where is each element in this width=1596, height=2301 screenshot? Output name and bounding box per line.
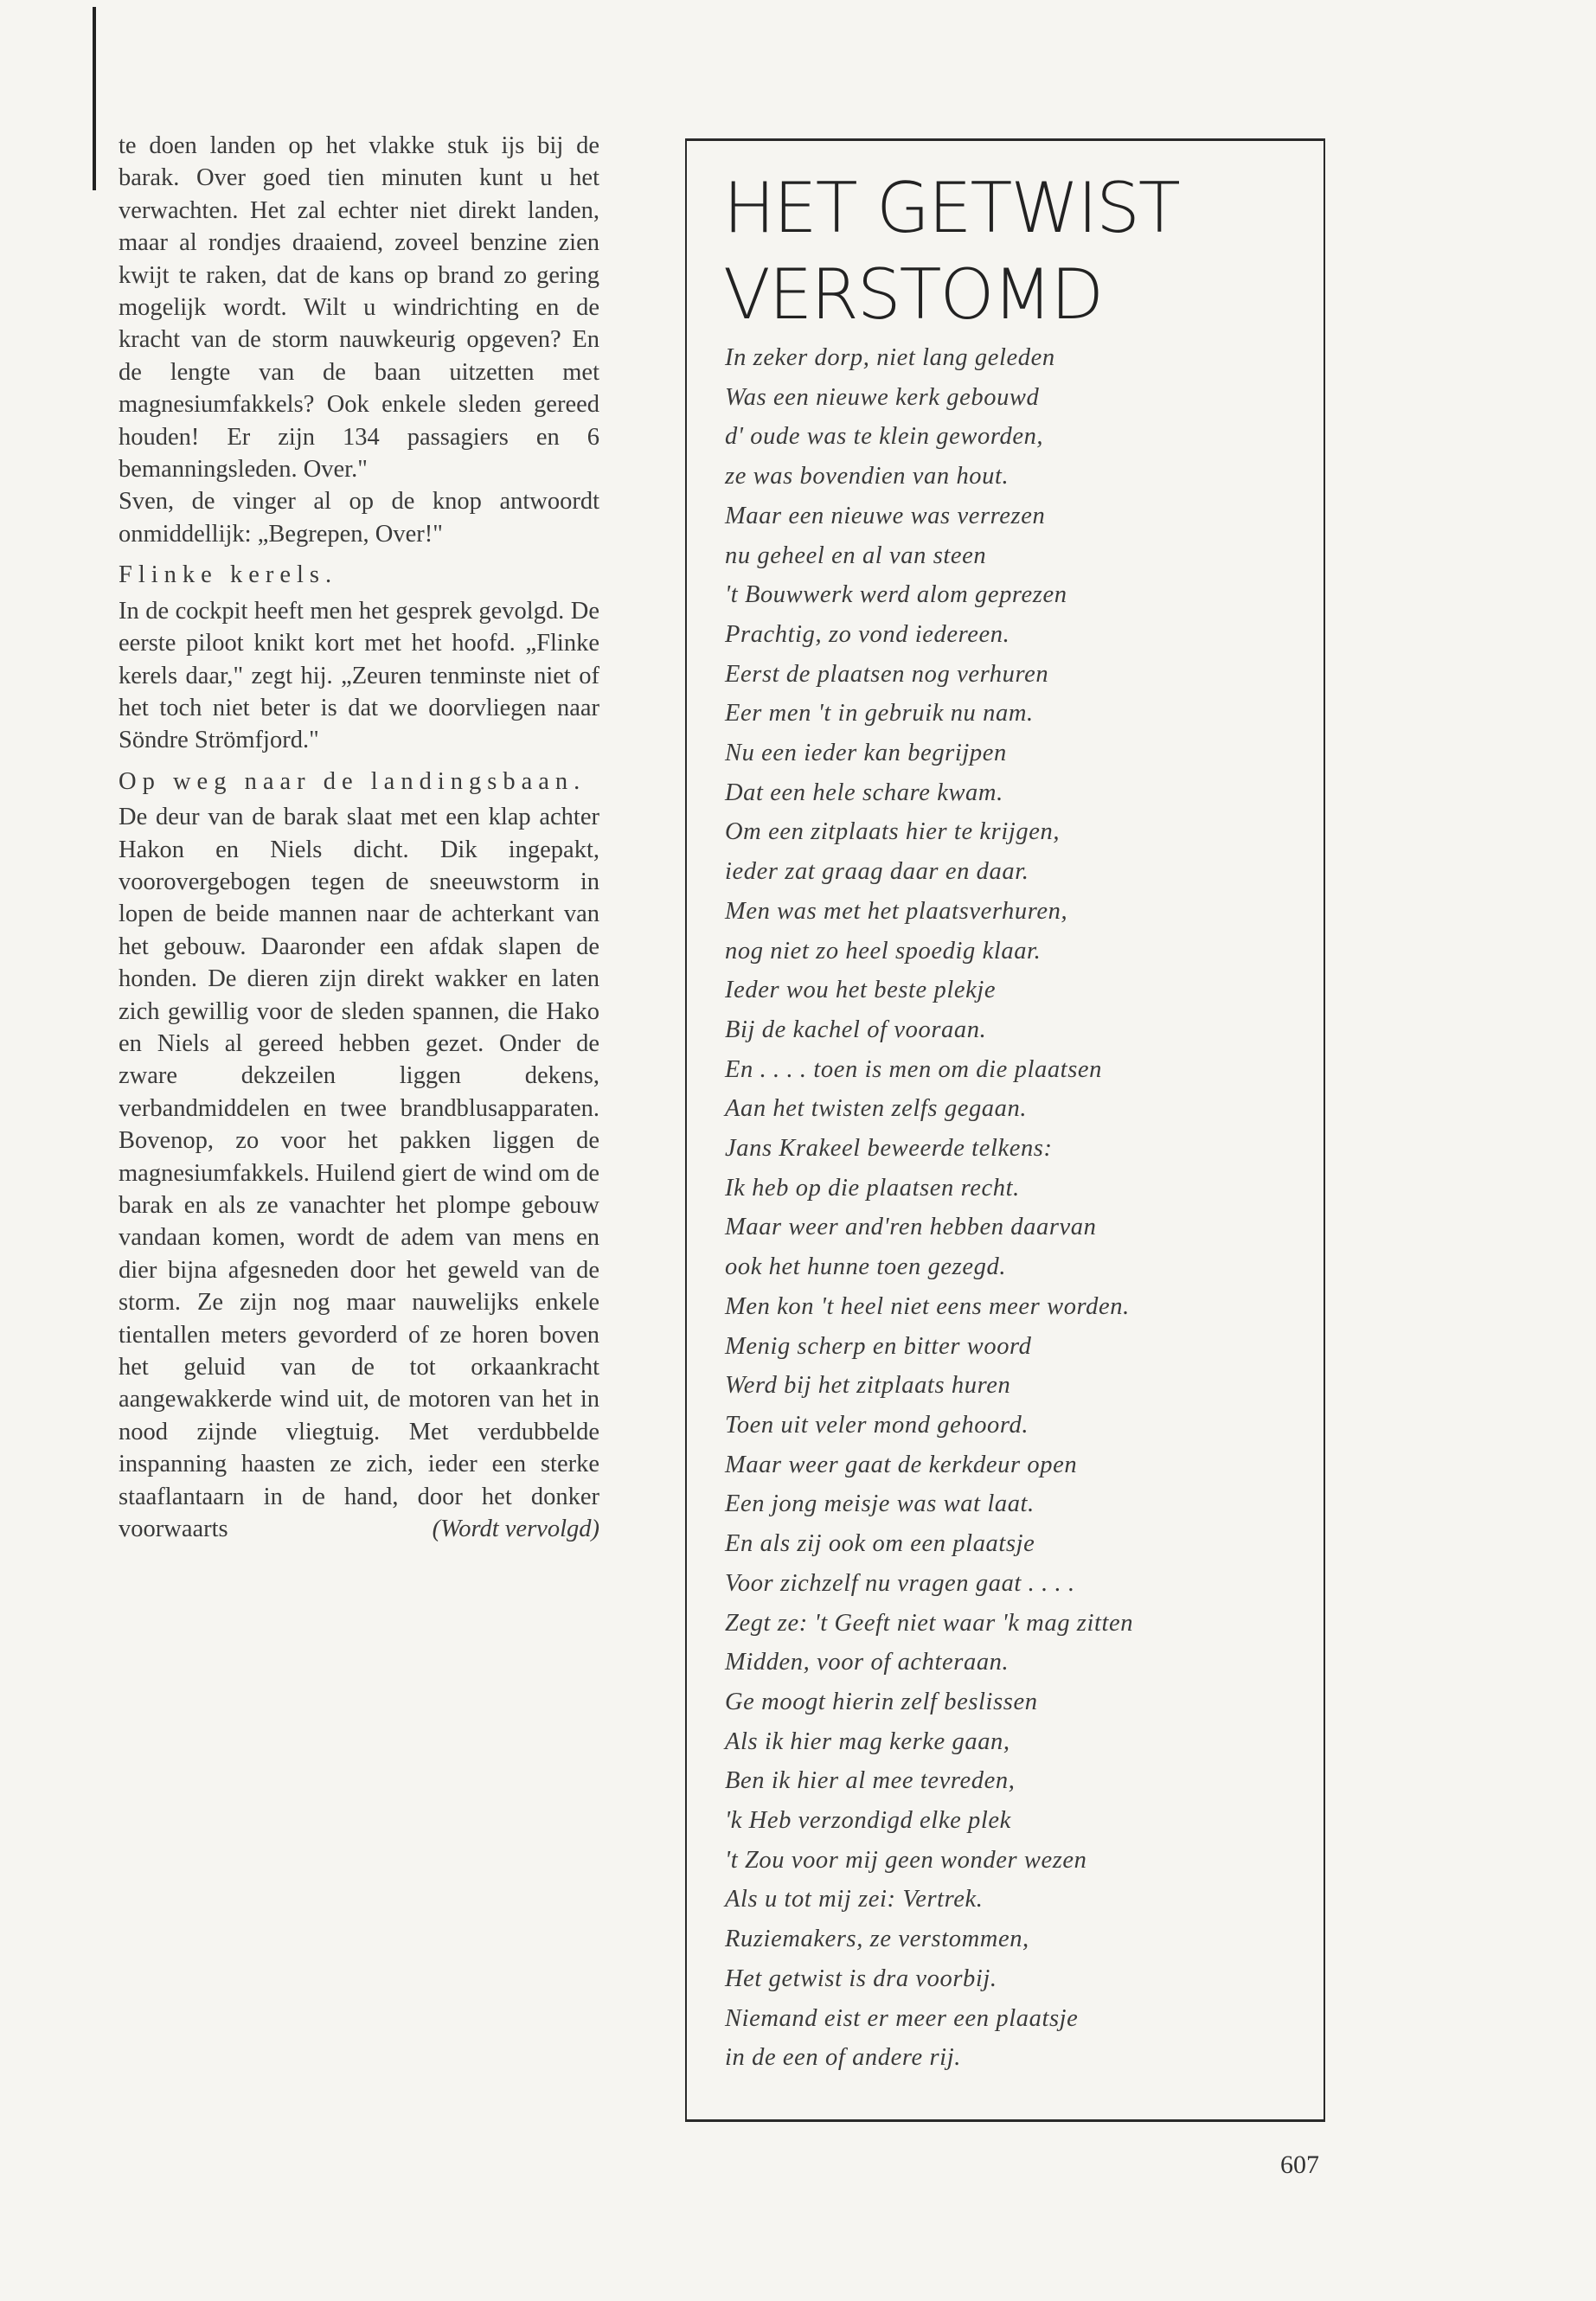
poem-line: Prachtig, zo vond iedereen. — [725, 620, 1010, 648]
poem-title-line: HET GETWIST — [723, 168, 1179, 248]
poem-line: ze was bovendien van hout. — [725, 463, 1010, 490]
poem-line: Men was met het plaatsverhuren, — [725, 897, 1068, 925]
poem-line: Werd bij het zitplaats huren — [725, 1372, 1011, 1400]
poem-line: Zegt ze: 't Geeft niet waar 'k mag zitten — [725, 1609, 1134, 1637]
story-column — [119, 130, 599, 1545]
poem-line: 't Bouwwerk werd alom geprezen — [725, 581, 1067, 609]
poem-line: Men kon 't heel niet eens meer worden. — [725, 1292, 1130, 1320]
poem-line: Een jong meisje was wat laat. — [725, 1490, 1035, 1518]
poem-line: Om een zitplaats hier te krijgen, — [725, 818, 1061, 846]
poem-line: Eer men 't in gebruik nu nam. — [725, 700, 1034, 727]
poem-line: nu geheel en al van steen — [725, 542, 987, 569]
story-paragraph: In de cockpit heeft men het gesprek gevolgd. De eerste piloot knikt kort met het hoofd. „Flinke kerels daar," zegt hij. „Zeuren tenminste niet of het toch niet beter is dat we doorvliegen naar Söndre Strömfjord." — [119, 597, 599, 754]
poem-line: Niemand eist er meer een plaatsje — [725, 2004, 1079, 2032]
poem-line: d' oude was te klein geworden, — [725, 423, 1044, 451]
poem-line: in de een of andere rij. — [725, 2044, 961, 2072]
poem-line: Toen uit veler mond gehoord. — [725, 1411, 1029, 1439]
section-heading: Op weg naar de landingsbaan. — [119, 767, 586, 795]
poem-line: Nu een ieder kan begrijpen — [725, 740, 1007, 767]
poem-line: En . . . . toen is men om die plaatsen — [725, 1055, 1102, 1083]
poem-line: Aan het twisten zelfs gegaan. — [725, 1095, 1028, 1123]
poem-line: Dat een hele schare kwam. — [725, 779, 1003, 806]
poem-line: Menig scherp en bitter woord — [725, 1332, 1032, 1360]
poem-title-line: VERSTOMD — [723, 254, 1103, 335]
poem-line: Ieder wou het beste plekje — [725, 977, 997, 1004]
poem-line: Maar een nieuwe was verrezen — [725, 502, 1046, 529]
margin-rule — [93, 7, 96, 190]
poem-line: Was een nieuwe kerk gebouwd — [725, 383, 1040, 411]
poem-line: Ik heb op die plaatsen recht. — [725, 1174, 1020, 1202]
to-be-continued-note: (Wordt vervolgd) — [432, 1516, 599, 1543]
poem-line: Bij de kachel of vooraan. — [725, 1016, 987, 1043]
poem-line: Maar weer and'ren hebben daarvan — [725, 1214, 1097, 1241]
poem-box — [685, 138, 1325, 2122]
poem-line: Ge moogt hierin zelf beslissen — [725, 1688, 1038, 1715]
story-paragraph: De deur van de barak slaat met een klap achter Hakon en Niels dicht. Dik ingepakt, voorovergebogen tegen de sneeuwstorm in lopen de beide mannen naar de achterkant van het gebouw. Daaronder een afdak slapen de honden. De dieren zijn direkt wakker en laten zich gewillig voor de sleden spannen, die Hako en Niels al gereed hebben gezet. Onder de zware dekzeilen liggen dekens, verbandmiddelen en twee brandblusapparaten. Bovenop, zo voor het pakken liggen de magnesiumfakkels. Huilend giert de wind om de barak en als ze vanachter het plompe gebouw vandaan komen, wordt de adem van mens en dier bijna afgesneden door het geweld van de storm. Ze zijn nog maar nauwelijks enkele tientallen meters gevorderd of ze horen boven het geluid van de tot orkaankracht aangewakkerde wind uit, de motoren van het in nood zijnde vliegtuig. Met verdubbelde inspanning haasten ze zich, ieder een sterke staaflantaarn in de hand, door het donker voorwaarts — [119, 804, 599, 1543]
poem-line: ieder zat graag daar en daar. — [725, 858, 1029, 886]
poem-title — [723, 165, 1179, 338]
poem-line: Als ik hier mag kerke gaan, — [725, 1727, 1010, 1755]
story-paragraph: Sven, de vinger al op de knop antwoordt onmiddellijk: „Begrepen, Over!" — [119, 488, 599, 548]
poem-line: In zeker dorp, niet lang geleden — [725, 344, 1055, 371]
poem-line: 'k Heb verzondigd elke plek — [725, 1807, 1011, 1835]
poem-line: Eerst de plaatsen nog verhuren — [725, 660, 1049, 688]
poem-line: En als zij ook om een plaatsje — [725, 1530, 1035, 1558]
poem-line: Ruziemakers, ze verstommen, — [725, 1926, 1029, 1953]
poem-line: nog niet zo heel spoedig klaar. — [725, 937, 1042, 965]
poem-line: Midden, voor of achteraan. — [725, 1649, 1010, 1676]
poem-line: Het getwist is dra voorbij. — [725, 1965, 997, 1992]
poem-line: 't Zou voor mij geen wonder wezen — [725, 1846, 1087, 1874]
poem-lines — [725, 338, 1296, 2078]
poem-line: Voor zichzelf nu vragen gaat . . . . — [725, 1569, 1075, 1597]
page-number: 607 — [1280, 2150, 1319, 2179]
section-heading: Flinke kerels. — [119, 561, 338, 589]
story-paragraph: te doen landen op het vlakke stuk ijs bij de barak. Over goed tien minuten kunt u het verwachten. Het zal echter niet direkt landen, maar al rondjes draaiend, zoveel benzine zien kwijt te raken, dat de kans op brand zo gering mogelijk wordt. Wilt u windrichting en de kracht van de storm nauwkeurig opgeven? En de lengte van de baan uitzetten met magnesiumfakkels? Ook enkele sleden gereed houden! Er zijn 134 passagiers en 6 bemanningsleden. Over." — [119, 132, 599, 484]
poem-line: Jans Krakeel beweerde telkens: — [725, 1135, 1053, 1163]
poem-line: Maar weer gaat de kerkdeur open — [725, 1451, 1078, 1478]
poem-line: ook het hunne toen gezegd. — [725, 1253, 1007, 1281]
poem-line: Als u tot mij zei: Vertrek. — [725, 1886, 984, 1913]
poem-line: Ben ik hier al mee tevreden, — [725, 1767, 1016, 1795]
